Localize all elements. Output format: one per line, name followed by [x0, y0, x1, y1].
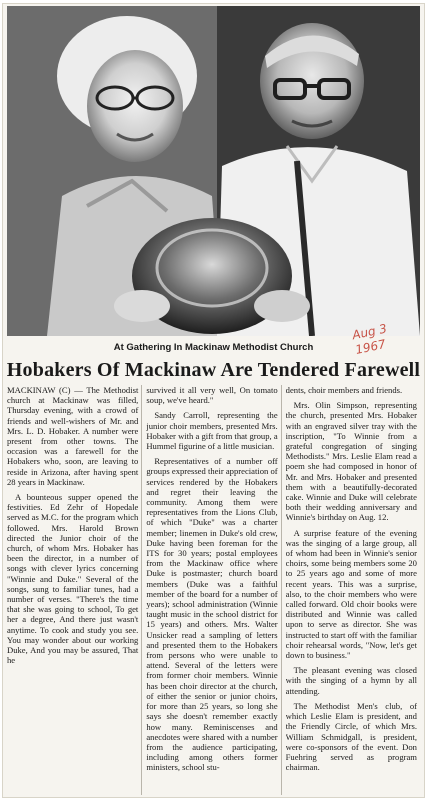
- paragraph: A bounteous supper opened the festivities. Ed Zehr of Hopedale served as M.C. for the program which followed. Mrs. Harold Brown directed the Junior choir of the church, of whom Mrs. Hobaker has been the director, in a number of songs with clever lyrics concerning "Winnie and Duke." Several of the songs, sung to familiar tunes, had a number of verses. "There's the time that she was going to school, To get her a degree, And there just wasn't anytime. To cook and study you see. You may wonder about our working Duke, And you may be assured, That he: [7, 492, 139, 666]
- article-column-2: [146, 385, 281, 795]
- handwritten-date-line1: Aug 3: [351, 321, 389, 343]
- photo-caption: At Gathering In Mackinaw Methodist Church: [113, 342, 314, 353]
- paragraph: Representatives of a number off groups expressed their appreciation of services rendered by the Hobakers and regret their leaving the community. Among them were representatives from the Lions Club, of which "Duke" was a charter member; linemen in Duke's old crew, Duke having been foreman for the ITS for 30 years; postal employees from the Mackinaw office where Duke is postmaster; church board members (Duke was a faithful member of the board for a number of years); school administration (Winnie taught music in the school district for 15 years) and others. Mrs. Walter Unsicker read a sampling of letters and presented them to the Hobakers from persons who were unable to attend. Several of the letters were from former choir members. Winnie has been choir director at the church, of either the senior or junior choirs, for more than 25 years, so long she says she doesn't remember exactly how many. Reminiscenses and anecdotes were shared with a number from the audience participating, including among others former ministers, school stu-: [146, 456, 278, 773]
- article-body: [7, 385, 420, 795]
- article-column-3: [286, 385, 420, 795]
- paragraph: dents, choir members and friends.: [285, 385, 403, 395]
- handwritten-date-line2: 1967: [354, 336, 387, 357]
- headline: Hobakers Of Mackinaw Are Tendered Farewell: [6, 359, 421, 381]
- couple-photo-illustration: [7, 6, 420, 336]
- newspaper-clipping: [3, 4, 424, 797]
- paragraph: The pleasant evening was closed with the singing of a hymn by all attending.: [285, 665, 417, 696]
- paragraph: survived it all very well, On tomato soup, we've heard.": [146, 385, 278, 406]
- paragraph: Mrs. Olin Simpson, representing the church, presented Mrs. Hobaker with an engraved silver tray with the inscription, "To Winnie from a grateful congregation of singing Methodists." Mrs. Leslie Elam read a poem she had composed in honor of Mr. and Mrs. Hobaker and presented them with a beautifully-decorated cake. Winnie and Duke will celebrate both their wedding anniversary and Winnie's birthday on Aug. 12.: [285, 400, 417, 523]
- paragraph: Sandy Carroll, representing the junior choir members, presented Mrs. Hobaker with a gift from that group, a Hummel figurine of a little musician.: [146, 410, 278, 452]
- article-photo: [7, 6, 420, 336]
- paragraph: A surprise feature of the evening was the singing of a large group, all of whom had been in Winnie's senior choirs, some being members some 20 to 25 years ago and some of more recent years. This was a surprise, also, to the choir members who were called forward. Old choir books were distributed and Winnie was called upon to serve as director. She was instructed to start off with the familiar choir rehearsal words, "Now, let's get down to business.": [285, 527, 417, 661]
- paragraph: MACKINAW (C) — The Methodist church at Mackinaw was filled, Thursday evening, with a crowd of friends and well-wishers of Mr. and Mrs. L. D. Hobaker. A number were present from other towns. The occasion was a farewell for the Hobakers who, soon, are leaving to reside in Arizona, after having spent 28 years in Mackinaw.: [7, 385, 139, 487]
- paragraph: The Methodist Men's club, of which Leslie Elam is president, and the Friendly Circle, of which Mrs. William Schmidgall, is president, were co-sponsors of the event. Don Fuehring served as program chairman.: [285, 700, 417, 773]
- article-column-1: [7, 385, 142, 795]
